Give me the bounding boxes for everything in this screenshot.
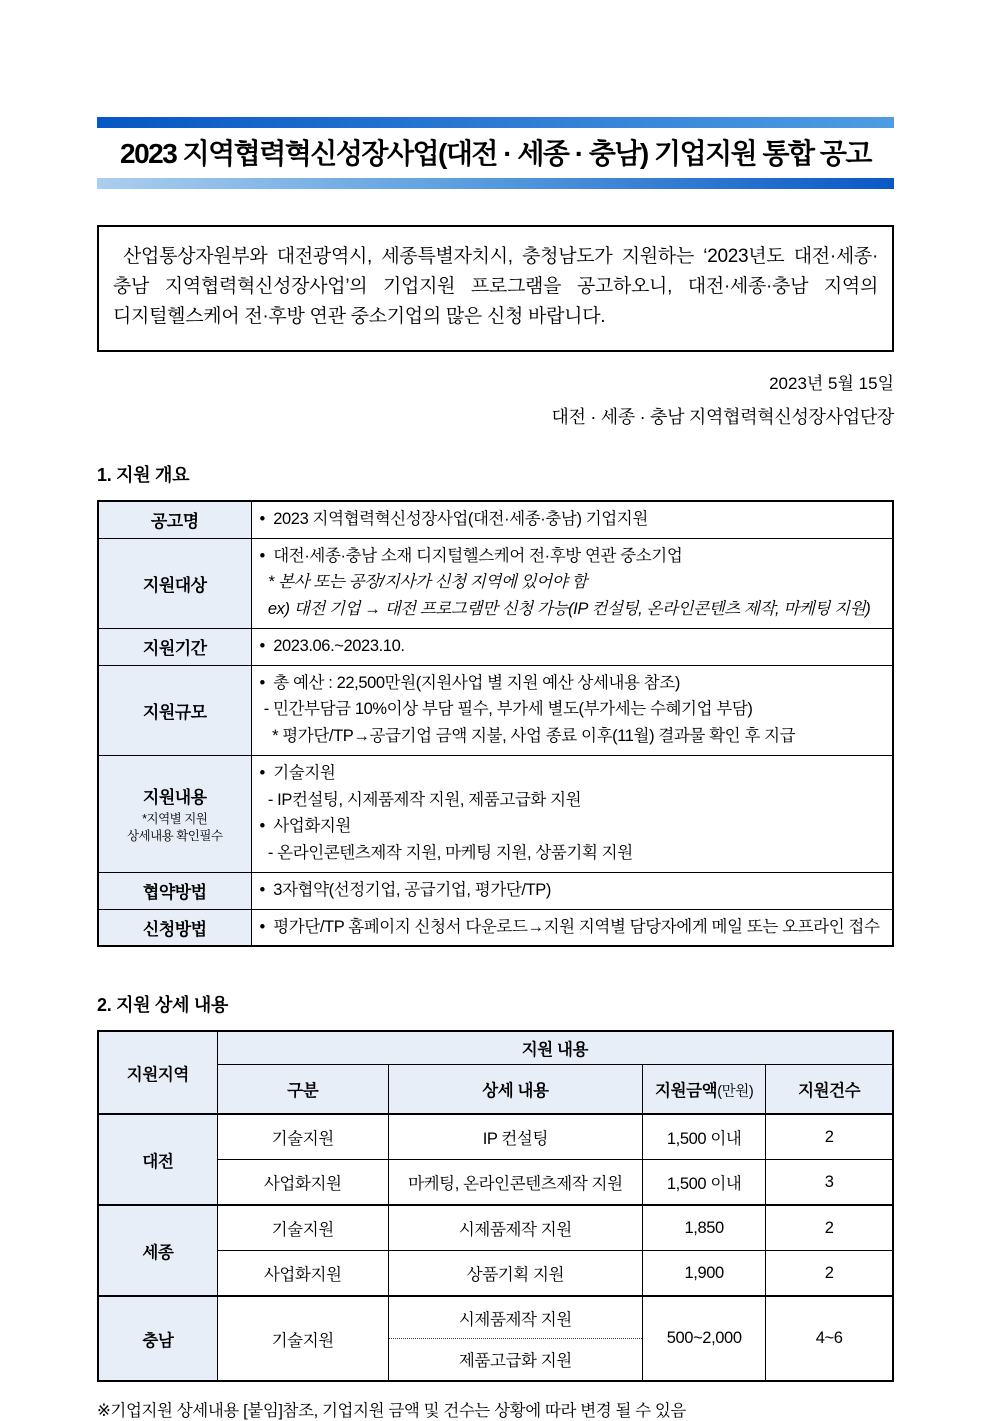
amount-unit: (만원) bbox=[717, 1084, 754, 1101]
detail-row-chungnam-tech bbox=[98, 1296, 893, 1381]
amount-cell: 500~2,000 bbox=[643, 1296, 766, 1381]
count-cell: 2 bbox=[766, 1114, 893, 1160]
amount-cell: 1,850 bbox=[643, 1205, 766, 1251]
row-content bbox=[251, 872, 893, 909]
document-title: 2023 지역협력혁신성장사업(대전 · 세종 · 충남) 기업지원 통합 공고 bbox=[120, 138, 871, 169]
detail-cell-bottom: 제품고급화 지원 bbox=[458, 1352, 572, 1371]
column-header-amount bbox=[643, 1065, 766, 1115]
content-line: • 대전·세종·충남 소재 디지털헬스케어 전·후방 연관 중소기업 bbox=[259, 546, 683, 565]
document-content bbox=[97, 0, 894, 1421]
intro-box bbox=[97, 225, 894, 352]
row-content bbox=[251, 501, 893, 538]
title-banner-top-bar bbox=[97, 117, 894, 128]
row-content bbox=[251, 909, 893, 946]
footnote: ※기업지원 상세내용 [붙임]참조, 기업지원 금액 및 건수는 상황에 따라 변경 될 수 있음 bbox=[97, 1402, 686, 1421]
row-label: 지원기간 bbox=[98, 628, 251, 665]
content-line: • 2023.06.~2023.10. bbox=[259, 636, 405, 655]
detail-row-daejeon-biz bbox=[98, 1160, 893, 1206]
detail-row-sejong-tech bbox=[98, 1205, 893, 1251]
content-line: ex) 대전 기업 → 대전 프로그램만 신청 가능(IP 컨설팅, 온라인콘텐츠 제작, 마케팅 지원) bbox=[259, 600, 871, 619]
section-1-heading: 1. 지원 개요 bbox=[97, 464, 190, 485]
content-line: • 총 예산 : 22,500만원(지원사업 별 지원 예산 상세내용 참조) bbox=[259, 673, 680, 692]
detail-cell: 상품기획 지원 bbox=[388, 1251, 642, 1297]
region-cell: 충남 bbox=[98, 1296, 217, 1381]
overview-row-application-method bbox=[98, 909, 893, 946]
type-cell: 기술지원 bbox=[217, 1296, 388, 1381]
type-cell: 사업화지원 bbox=[217, 1160, 388, 1206]
detail-header-row-1 bbox=[98, 1031, 893, 1065]
count-cell: 4~6 bbox=[766, 1296, 893, 1381]
row-label: 지원규모 bbox=[98, 665, 251, 755]
content-line: • 3자협약(선정기업, 공급기업, 평가단/TP) bbox=[259, 880, 551, 899]
column-header-region: 지원지역 bbox=[98, 1031, 217, 1114]
row-content bbox=[251, 628, 893, 665]
column-header-support-group: 지원 내용 bbox=[217, 1031, 893, 1065]
content-line: * 평가단/TP→공급기업 금액 지불, 사업 종료 이후(11월) 결과물 확인 후 지급 bbox=[259, 727, 796, 746]
row-label bbox=[98, 755, 251, 872]
type-cell: 사업화지원 bbox=[217, 1251, 388, 1297]
row-label: 지원대상 bbox=[98, 538, 251, 628]
content-line: - IP컨설팅, 시제품제작 지원, 제품고급화 지원 bbox=[259, 790, 582, 809]
content-line: • 2023 지역협력혁신성장사업(대전·세종·충남) 기업지원 bbox=[259, 509, 648, 528]
count-cell: 3 bbox=[766, 1160, 893, 1206]
content-line: - 온라인콘텐츠제작 지원, 마케팅 지원, 상품기획 지원 bbox=[259, 844, 633, 863]
detail-row-sejong-biz bbox=[98, 1251, 893, 1297]
amount-cell: 1,500 이내 bbox=[643, 1160, 766, 1206]
detail-table bbox=[97, 1030, 894, 1382]
region-cell: 대전 bbox=[98, 1114, 217, 1205]
overview-row-announcement-name bbox=[98, 501, 893, 538]
row-label-note: *지역별 지원 bbox=[142, 811, 208, 826]
row-label: 협약방법 bbox=[98, 872, 251, 909]
amount-label: 지원금액 bbox=[655, 1082, 718, 1101]
row-label: 신청방법 bbox=[98, 909, 251, 946]
detail-header-row-2 bbox=[98, 1065, 893, 1115]
column-header-detail: 상세 내용 bbox=[388, 1065, 642, 1115]
amount-cell: 1,500 이내 bbox=[643, 1114, 766, 1160]
detail-cell: IP 컨설팅 bbox=[388, 1114, 642, 1160]
content-line: • 기술지원 bbox=[259, 763, 336, 782]
content-line: • 사업화지원 bbox=[259, 817, 351, 836]
amount-cell: 1,900 bbox=[643, 1251, 766, 1297]
section-2-heading: 2. 지원 상세 내용 bbox=[97, 995, 229, 1016]
content-line: • 평가단/TP 홈페이지 신청서 다운로드→지원 지역별 담당자에게 메일 또는 오프라인 접수 bbox=[259, 917, 880, 936]
row-content bbox=[251, 538, 893, 628]
type-cell: 기술지원 bbox=[217, 1205, 388, 1251]
overview-row-support-target bbox=[98, 538, 893, 628]
intro-paragraph: 산업통상자원부와 대전광역시, 세종특별자치시, 충청남도가 지원하는 ‘2023년도 대전·세종·충남 지역협력혁신성장사업’의 기업지원 프로그램을 공고하오니, 대전·세종·충남 지역의 디지털헬스케어 전·후방 연관 중소기업의 많은 신청 바랍니다. bbox=[113, 245, 878, 328]
overview-row-support-scale bbox=[98, 665, 893, 755]
row-label-note: 상세내용 확인필수 bbox=[126, 828, 223, 843]
type-cell: 기술지원 bbox=[217, 1114, 388, 1160]
row-content bbox=[251, 665, 893, 755]
count-cell: 2 bbox=[766, 1205, 893, 1251]
overview-table bbox=[97, 500, 894, 948]
region-cell: 세종 bbox=[98, 1205, 217, 1296]
row-content bbox=[251, 755, 893, 872]
content-line: - 민간부담금 10%이상 부담 필수, 부가세 별도(부가세는 수혜기업 부담) bbox=[259, 700, 753, 719]
detail-row-daejeon-tech bbox=[98, 1114, 893, 1160]
overview-row-support-period bbox=[98, 628, 893, 665]
overview-row-support-content bbox=[98, 755, 893, 872]
overview-row-agreement-method bbox=[98, 872, 893, 909]
column-header-count: 지원건수 bbox=[766, 1065, 893, 1115]
detail-cell: 마케팅, 온라인콘텐츠제작 지원 bbox=[388, 1160, 642, 1206]
detail-cell-top: 시제품제작 지원 bbox=[389, 1297, 642, 1339]
issuer-signature: 대전 · 세종 · 충남 지역협력혁신성장사업단장 bbox=[551, 406, 894, 427]
detail-cell: 시제품제작 지원 bbox=[388, 1205, 642, 1251]
column-header-type: 구분 bbox=[217, 1065, 388, 1115]
announcement-date: 2023년 5월 15일 bbox=[769, 373, 894, 393]
content-line: * 본사 또는 공장/지사가 신청 지역에 있어야 함 bbox=[259, 573, 588, 592]
row-label: 공고명 bbox=[98, 501, 251, 538]
title-banner-bottom-bar bbox=[97, 178, 894, 189]
detail-cell-split bbox=[388, 1296, 642, 1381]
count-cell: 2 bbox=[766, 1251, 893, 1297]
row-label-title: 지원내용 bbox=[142, 787, 207, 807]
